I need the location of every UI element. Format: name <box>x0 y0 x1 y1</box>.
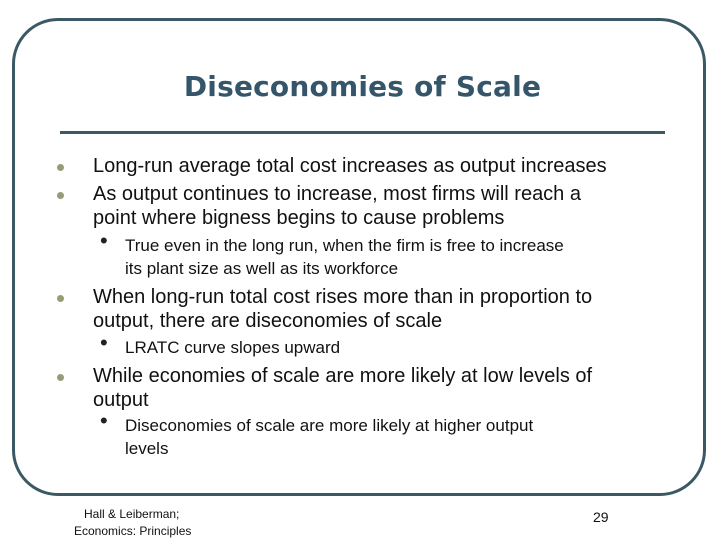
bullet-2-line-2: point where bigness begins to cause problems <box>93 207 505 229</box>
sub-bullet-2-1-line-1: True even in the long run, when the firm is free to increase <box>125 236 564 255</box>
bullet-1-line-1: Long-run average total cost increases as output increases <box>93 155 607 177</box>
bullet-1-text <box>93 154 678 178</box>
sub-bullet-2-1-text <box>125 234 564 258</box>
bullet-2-line-1: As output continues to increase, most firms will reach a <box>93 183 581 205</box>
title-divider <box>60 131 665 134</box>
sub-bullet-4-1-line-2: levels <box>125 439 169 458</box>
bullet-marker <box>57 295 64 302</box>
sub-bullet-3-1-text <box>125 336 340 360</box>
bullet-4-line-2: output <box>93 389 149 411</box>
bullet-marker <box>57 374 64 381</box>
page-number: 29 <box>593 509 609 525</box>
footer-source-line-2: Economics: Principles <box>74 524 192 538</box>
bullet-3-text <box>93 285 678 333</box>
bullet-3-line-1: When long-run total cost rises more than in proportion to <box>93 286 593 308</box>
sub-bullet-marker: • <box>100 228 108 253</box>
bullet-marker <box>57 192 64 199</box>
sub-bullet-2-1-line-2: its plant size as well as its workforce <box>125 259 399 278</box>
bullet-4-text <box>93 364 678 412</box>
sub-bullet-4-1-line-1: Diseconomies of scale are more likely at higher output <box>125 416 534 435</box>
footer-source-line-1: Hall & Leiberman; <box>84 507 180 521</box>
sub-bullet-3-1-line-1: LRATC curve slopes upward <box>125 338 341 357</box>
sub-bullet-marker: • <box>100 330 108 355</box>
bullet-2-text <box>93 182 678 230</box>
bullet-marker <box>57 164 64 171</box>
sub-bullet-4-1-text <box>125 414 533 438</box>
bullet-3-line-2: output, there are diseconomies of scale <box>93 310 443 332</box>
slide-title: Diseconomies of Scale <box>183 70 542 103</box>
bullet-4-line-1: While economies of scale are more likely at low levels of <box>93 365 593 387</box>
sub-bullet-marker: • <box>100 408 108 433</box>
footer-source <box>74 506 191 540</box>
